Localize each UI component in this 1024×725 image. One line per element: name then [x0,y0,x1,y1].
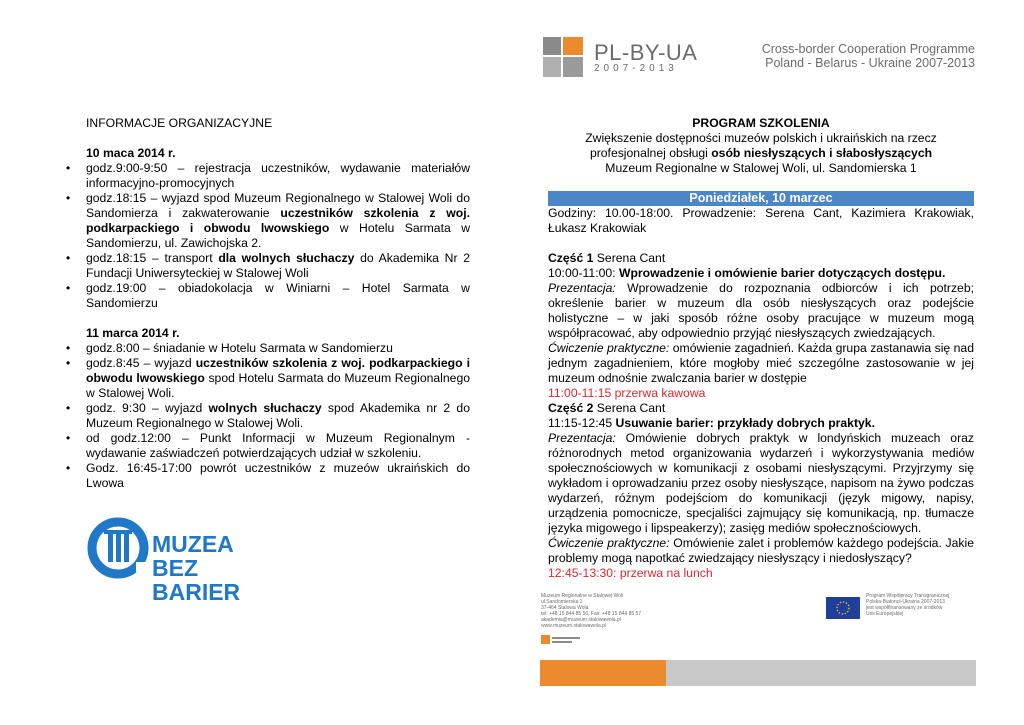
eu-line: Program Współpracy Transgranicznej [866,593,950,599]
footer-bar-orange [540,660,666,686]
logo-years: 2007-2013 [594,63,678,74]
address-line: 37-464 Stalowa Wola [541,605,589,611]
part2-exercise: Ćwiczenie praktyczne: Omówienie zalet i problemów każdego podejścia. Jakie problemy mogą napotkać zwiedzający niesłyszący i niedosłyszący? [548,536,974,565]
address-line: tel: +48 15 844 85 56, Fax: +48 15 844 85 57 [541,611,642,617]
pl-by-ua-logo-icon [543,37,583,77]
muzea-logo-line1: MUZEA [152,531,234,557]
training-program [548,116,974,581]
program-subtitle-3: Muzeum Regionalne w Stalowej Woli, ul. Sandomierska 1 [605,161,917,175]
program-subtitle-1: Zwiększenie dostępności muzeów polskich i ukraińskich na rzecz [585,131,937,145]
lunch-break: 12:45-13:30: przerwa na lunch [548,566,713,580]
day2-list [86,341,470,491]
muzea-bez-barier-logo [86,514,246,609]
part2-presentation: Prezentacja: Omówienie dobrych praktyk w londyńskich muzeach oraz różnorodnych metod organizowania wydarzeń i wykorzystywania mediów społecznościowych w komunikacji z osobami niesłyszącymi. Przyjrzymy się wykładom i oprowadzaniu przez osoby niesłyszące, napisom na żywo podczas wydarzeń, różnym podejściom do komunikacji (język migowy, napisy, urządzenia pomocnicze, specjaliści zajmujący się komunikacją, np. tłumacze języka migowego i lipspeakerzy); zasięg mediów społecznościowych. [548,431,974,535]
footer-bar-gray [666,660,976,686]
logo-text: PL-BY-UA [594,40,698,65]
muzea-logo-line2: BEZ [152,555,198,581]
address-line: www.muzeum.stalowawola.pl [541,623,607,629]
list-item: • godz.18:15 – wyjazd spod Muzeum Regionalnego w Stalowej Woli do Sandomierza i zakwaterowanie uczestników szkolenia z woj. podkarpackiego i obwodu lwowskiego w Hotelu Sarmata w Sandomierzu, ul. Zawichojska 2. [86,191,470,251]
hours-text: Godziny: 10.00-18:00. Prowadzenie: Serena Cant, Kazimiera Krakowiak, Łukasz Krakowiak [548,206,974,235]
address-line: ul.Sandomierska 1 [541,599,583,605]
list-item: • godz.19:00 – obiadokolacja w Winiarni – Hotel Sarmata w Sandomierzu [86,281,470,311]
part1-exercise: Ćwiczenie praktyczne: omówienie zagadnień. Każda grupa zastanawia się nad jednym zagadnieniem, które mogłoby mieć szczególne zastosowanie w jej muzeum odnośnie zwalczania barier w dostępie [548,341,974,385]
museum-small-logo-icon [541,635,581,645]
info-title: INFORMACJE ORGANIZACYJNE [86,116,273,130]
eu-line: Unii Europejskiej [866,611,904,617]
part1-header: Część 1 Serena Cant [548,251,666,265]
list-item: • godz.9:00-9:50 – rejestracja uczestników, wydawanie materiałów informacyjno-promocyjnych [86,161,470,191]
day1-date: 10 maca 2014 r. [86,146,176,160]
address-line: akademia@muzeum.stalowawola.pl [541,617,621,623]
part1-topic: 10:00-11:00: Wprowadzenie i omówienie barier dotyczących dostępu. [548,266,946,280]
address-line: Muzeum Regionalne w Stalowej Woli [541,593,624,599]
list-item: • Godz. 16:45-17:00 powrót uczestników z muzeów ukraińskich do Lwowa [86,461,470,491]
list-item: • od godz.12:00 – Punkt Informacji w Muzeum Regionalnym - wydawanie zaświadczeń potwierdzających udział w szkoleniu. [86,431,470,461]
coffee-break: 11:00-11:15 przerwa kawowa [548,386,706,400]
part1-presentation: Prezentacja: Wprowadzenie do rozpoznania odbiorców i ich potrzeb; określenie barier w muzeum dla osób niesłyszących oraz podejście holistyczne – w jaki sposób różne osoby pracujące w muzeum mogą współpracować, aby odpowiednio przyjąć niesłyszących zwiedzających. [548,281,974,340]
programme-line-1: Cross-border Cooperation Programme [761,42,975,56]
part2-topic: 11:15-12:45 Usuwanie barier: przykłady dobrych praktyk. [548,416,875,430]
list-item: • godz. 9:30 – wyjazd wolnych słuchaczy spod Akademika nr 2 do Muzeum Regionalnego w Stalowej Woli. [86,401,470,431]
list-item: • godz.8:45 – wyjazd uczestników szkolenia z woj. podkarpackiego i obwodu lwowskiego spod Hotelu Sarmata do Muzeum Regionalnego w Stalowej Woli. [86,356,470,401]
part2-header: Część 2 Serena Cant [548,401,666,415]
eu-funding-note [866,593,976,617]
list-item: • godz.8:00 – śniadanie w Hotelu Sarmata w Sandomierzu [86,341,470,356]
eu-flag-icon [826,597,860,624]
eu-line: jest współfinansowany ze środków [866,605,943,611]
museum-address [541,593,741,647]
day-band: Poniedziałek, 10 marzec [548,191,974,206]
day1-list [86,161,470,311]
organizational-info [86,116,470,491]
muzea-logo-line3: BARIER [152,579,241,605]
list-item: • godz.18:15 – transport dla wolnych słuchaczy do Akademika Nr 2 Fundacji Uniwersyteckiej w Stalowej Woli [86,251,470,281]
program-subtitle-2: profesjonalnej obsługi osób niesłyszących i słabosłyszących [589,146,933,160]
eu-line: Polska-Białoruś-Ukraina 2007-2013 [866,599,945,605]
programme-line-2: Poland - Belarus - Ukraine 2007-2013 [765,56,975,70]
program-title: PROGRAM SZKOLENIA [692,116,830,130]
programme-title [700,42,975,70]
day2-date: 11 marca 2014 r. [86,326,180,340]
